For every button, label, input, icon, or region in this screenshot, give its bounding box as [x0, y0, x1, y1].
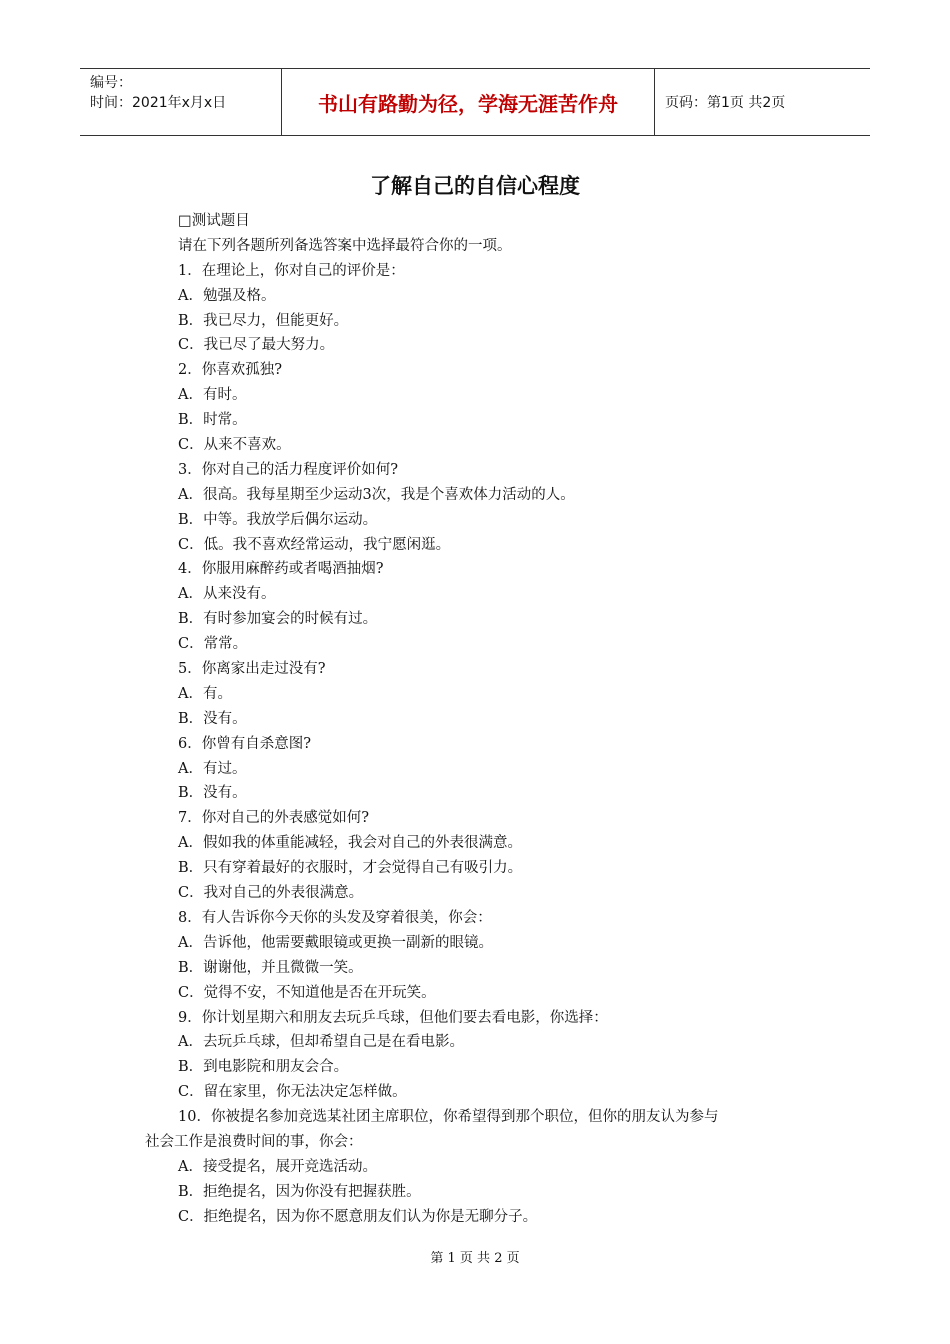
text-line: 10．你被提名参加竞选某社团主席职位，你希望得到那个职位，但你的朋友认为参与 — [178, 1109, 719, 1126]
text-line: 4．你服用麻醉药或者喝酒抽烟? — [178, 561, 384, 578]
text-line: A．告诉他，他需要戴眼镜或更换一副新的眼镜。 — [178, 934, 493, 951]
text-line: A．勉强及格。 — [178, 287, 276, 304]
text-line: 6．你曾有自杀意图? — [178, 735, 311, 752]
text-line: 9．你计划星期六和朋友去玩乒乓球，但他们要去看电影，你选择： — [178, 1009, 608, 1026]
text-line: 7．你对自己的外表感觉如何? — [178, 810, 369, 827]
text-line: B．我已尽力，但能更好。 — [178, 312, 349, 329]
text-line: B．只有穿着最好的衣服时，才会觉得自己有吸引力。 — [178, 860, 523, 877]
text-line: C．低。我不喜欢经常运动，我宁愿闲逛。 — [178, 536, 451, 553]
text-line: B．中等。我放学后偶尔运动。 — [178, 511, 378, 528]
text-line: C．留在家里，你无法决定怎样做。 — [178, 1084, 407, 1101]
text-line: B．谢谢他，并且微微一笑。 — [178, 959, 363, 976]
document-date: 时间：2021年x月x日 — [90, 95, 227, 111]
text-line: □测试题目 — [178, 213, 250, 229]
text-line: C．常常。 — [178, 636, 248, 653]
text-line: C．觉得不安，不知道他是否在开玩笑。 — [178, 984, 436, 1001]
text-line: A．假如我的体重能减轻，我会对自己的外表很满意。 — [178, 835, 522, 852]
text-line: A．去玩乒乓球，但却希望自己是在看电影。 — [178, 1034, 464, 1051]
text-line: 5．你离家出走过没有? — [178, 661, 326, 678]
header-meta — [80, 69, 282, 135]
text-line: C．我已尽了最大努力。 — [178, 337, 335, 354]
page-header — [80, 68, 870, 136]
document-title: 了解自己的自信心程度 — [370, 174, 580, 198]
header-motto: 书山有路勤为径，学海无涯苦作舟 — [282, 69, 655, 135]
page-footer: 第 1 页 共 2 页 — [430, 1251, 520, 1266]
text-line: A．很高。我每星期至少运动3次，我是个喜欢体力活动的人。 — [178, 486, 575, 503]
text-line: 8．有人告诉你今天你的头发及穿着很美，你会： — [178, 909, 492, 926]
text-line: B．有时参加宴会的时候有过。 — [178, 611, 378, 628]
text-line: B．到电影院和朋友会合。 — [178, 1059, 349, 1076]
text-line: B．没有。 — [178, 710, 247, 727]
text-line: 1．在理论上，你对自己的评价是： — [178, 262, 405, 279]
text-line: B．拒绝提名，因为你没有把握获胜。 — [178, 1183, 421, 1200]
header-page-info: 页码：第1页 共2页 — [665, 95, 786, 111]
text-line: A．从来没有。 — [178, 586, 276, 603]
text-line: A．接受提名，展开竞选活动。 — [178, 1158, 377, 1175]
text-line: B．时常。 — [178, 412, 247, 429]
text-line: C．从来不喜欢。 — [178, 437, 291, 454]
text-line: C．拒绝提名，因为你不愿意朋友们认为你是无聊分子。 — [178, 1208, 538, 1225]
document-number-label: 编号： — [90, 75, 132, 91]
text-line: A．有。 — [178, 685, 232, 702]
text-line: 3．你对自己的活力程度评价如何? — [178, 461, 398, 478]
text-line: C．我对自己的外表很满意。 — [178, 885, 364, 902]
text-line: A．有时。 — [178, 387, 247, 404]
text-line: 社会工作是浪费时间的事，你会： — [145, 1133, 363, 1150]
document-body — [145, 209, 815, 1230]
text-line: 2．你喜欢孤独? — [178, 362, 282, 379]
text-line: A．有过。 — [178, 760, 247, 777]
text-line: 请在下列各题所列备选答案中选择最符合你的一项。 — [178, 237, 512, 254]
text-line: B．没有。 — [178, 785, 247, 802]
